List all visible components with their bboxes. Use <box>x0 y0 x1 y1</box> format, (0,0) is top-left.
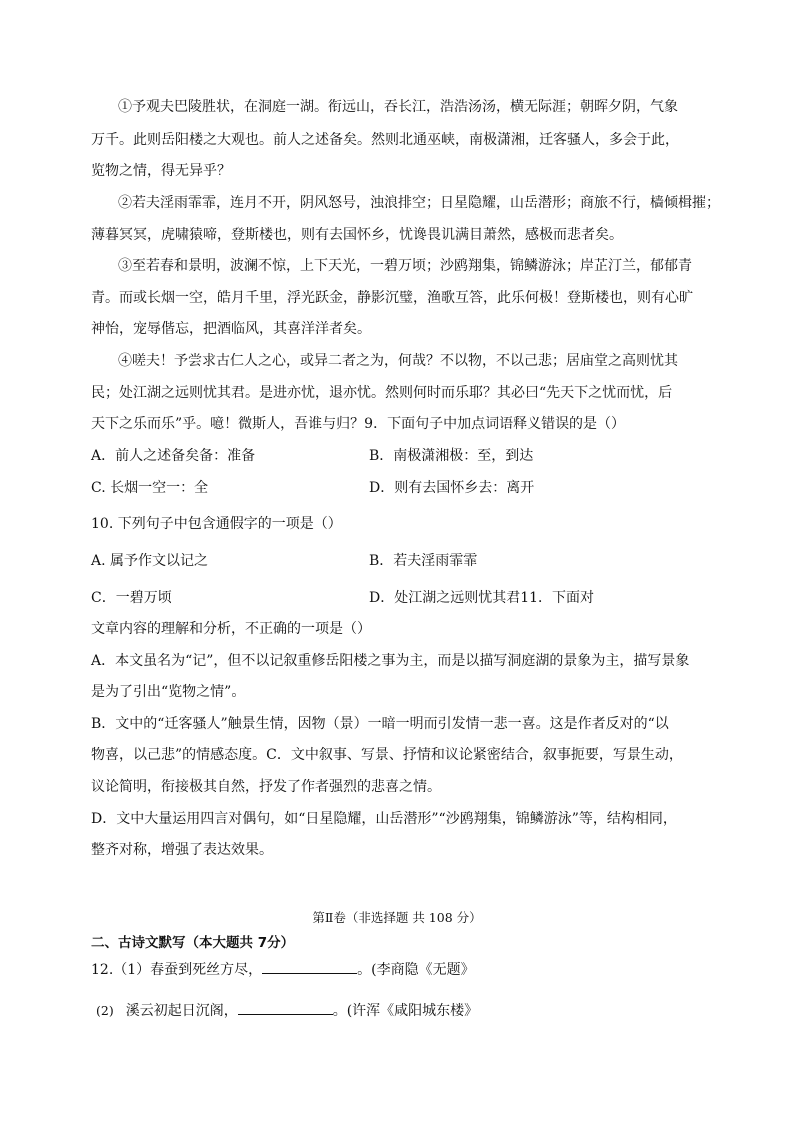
q12-item-2 <box>96 1002 478 1020</box>
passage-p3-line1: ③至若春和景明，波澜不惊，上下天光，一碧万顷；沙鸥翔集，锦鳞游泳；岸芷汀兰，郁郁青 <box>118 258 692 274</box>
q10-option-b: B．若夫淫雨霏霏 <box>369 553 478 569</box>
section-heading: 二、古诗文默写（本大题共 7分） <box>91 935 295 951</box>
q11-option-d-line1: D．文中大量运用四言对偶句，如“日星隐耀，山岳潜形”“沙鸥翔集，锦鳞游泳”等，结构相同， <box>91 811 677 827</box>
q12-2-answer-blank[interactable] <box>238 1002 333 1015</box>
q11-option-bc-line1: B．文中的“迁客骚人”触景生情，因物（景）一暗一明而引发情一悲一喜。这是作者反对的“以 <box>91 716 669 732</box>
q11-option-a-line2: 是为了引出“览物之情”。 <box>91 684 246 700</box>
q9-option-c: C. 长烟一空一：全 <box>91 480 209 496</box>
part2-title: 第Ⅱ卷（非选择题 共 108 分） <box>312 910 482 925</box>
passage-p2-line2: 薄暮冥冥，虎啸猿啼，登斯楼也，则有去国怀乡，忧谗畏讥满目萧然，感极而悲者矣。 <box>91 227 623 243</box>
q12-1-source: 。(李商隐《无题》 <box>357 962 475 978</box>
q12-2-prompt: 溪云初起日沉阁， <box>125 1003 238 1019</box>
q10-option-a: A. 属予作文以记之 <box>91 553 209 569</box>
q9-option-b: B．南极潇湘极：至，到达 <box>369 448 534 464</box>
q12-1-answer-blank[interactable] <box>262 961 357 974</box>
q9-option-d: D．则有去国怀乡去：离开 <box>369 480 535 496</box>
q11-option-d-line2: 整齐对称，增强了表达效果。 <box>91 842 273 858</box>
q12-2-source: 。(许浑《咸阳城东楼》 <box>332 1003 479 1019</box>
q10-option-c: C．一碧万顷 <box>91 590 172 606</box>
q12-2-number: (2) <box>96 1003 114 1018</box>
passage-p3-line2: 青。而或长烟一空，皓月千里，浮光跃金，静影沉璧，渔歌互答，此乐何极！登斯楼也，则有心旷 <box>91 290 693 306</box>
q10-option-d: D．处江湖之远则忧其君11．下面对 <box>369 590 595 606</box>
q11-option-a-line1: A．本文虽名为“记”，但不以记叙重修岳阳楼之事为主，而是以描写洞庭湖的景象为主，描写景象 <box>91 653 690 669</box>
passage-p4-line3: 天下之乐而乐”乎。噫！微斯人，吾谁与归？9．下面句子中加点词语释义错误的是（） <box>91 416 626 432</box>
passage-p1-line3: 览物之情，得无异乎？ <box>91 163 231 179</box>
passage-p1-line1: ①予观夫巴陵胜状，在洞庭一湖。衔远山，吞长江，浩浩汤汤，横无际涯；朝晖夕阴，气象 <box>118 99 678 115</box>
q11-stem: 文章内容的理解和分析，不正确的一项是（） <box>91 621 371 637</box>
q12-item-1 <box>91 961 475 979</box>
passage-p4-line2: 民；处江湖之远则忧其君。是进亦忧，退亦忧。然则何时而乐耶？其必曰“先天下之忧而忧，后 <box>91 385 673 401</box>
q11-option-bc-line3: 议论简明，衔接极其自然，抒发了作者强烈的悲喜之情。 <box>91 779 441 795</box>
q9-option-a: A．前人之述备矣备：准备 <box>91 448 256 464</box>
q12-1-prompt: 12.（1）春蚕到死丝方尽， <box>91 962 263 978</box>
passage-p1-line2: 万千。此则岳阳楼之大观也。前人之述备矣。然则北通巫峡，南极潇湘，迁客骚人，多会于此， <box>91 132 679 148</box>
q10-stem: 10. 下列句子中包含通假字的一项是（） <box>91 516 342 532</box>
passage-p2-line1: ②若夫淫雨霏霏，连月不开，阴风怒号，浊浪排空；日星隐耀，山岳潜形；商旅不行，樯倾楫摧； <box>118 195 720 211</box>
q11-option-bc-line2: 物喜，以己悲”的情感态度。C．文中叙事、写景、抒情和议论紧密结合，叙事扼要，写景生动， <box>91 747 683 763</box>
passage-p3-line3: 神怡，宠辱偕忘，把酒临风，其喜洋洋者矣。 <box>91 321 371 337</box>
passage-p4-line1: ④嗟夫！予尝求古仁人之心，或异二者之为，何哉？不以物，不以己悲；居庙堂之高则忧其 <box>118 353 678 369</box>
